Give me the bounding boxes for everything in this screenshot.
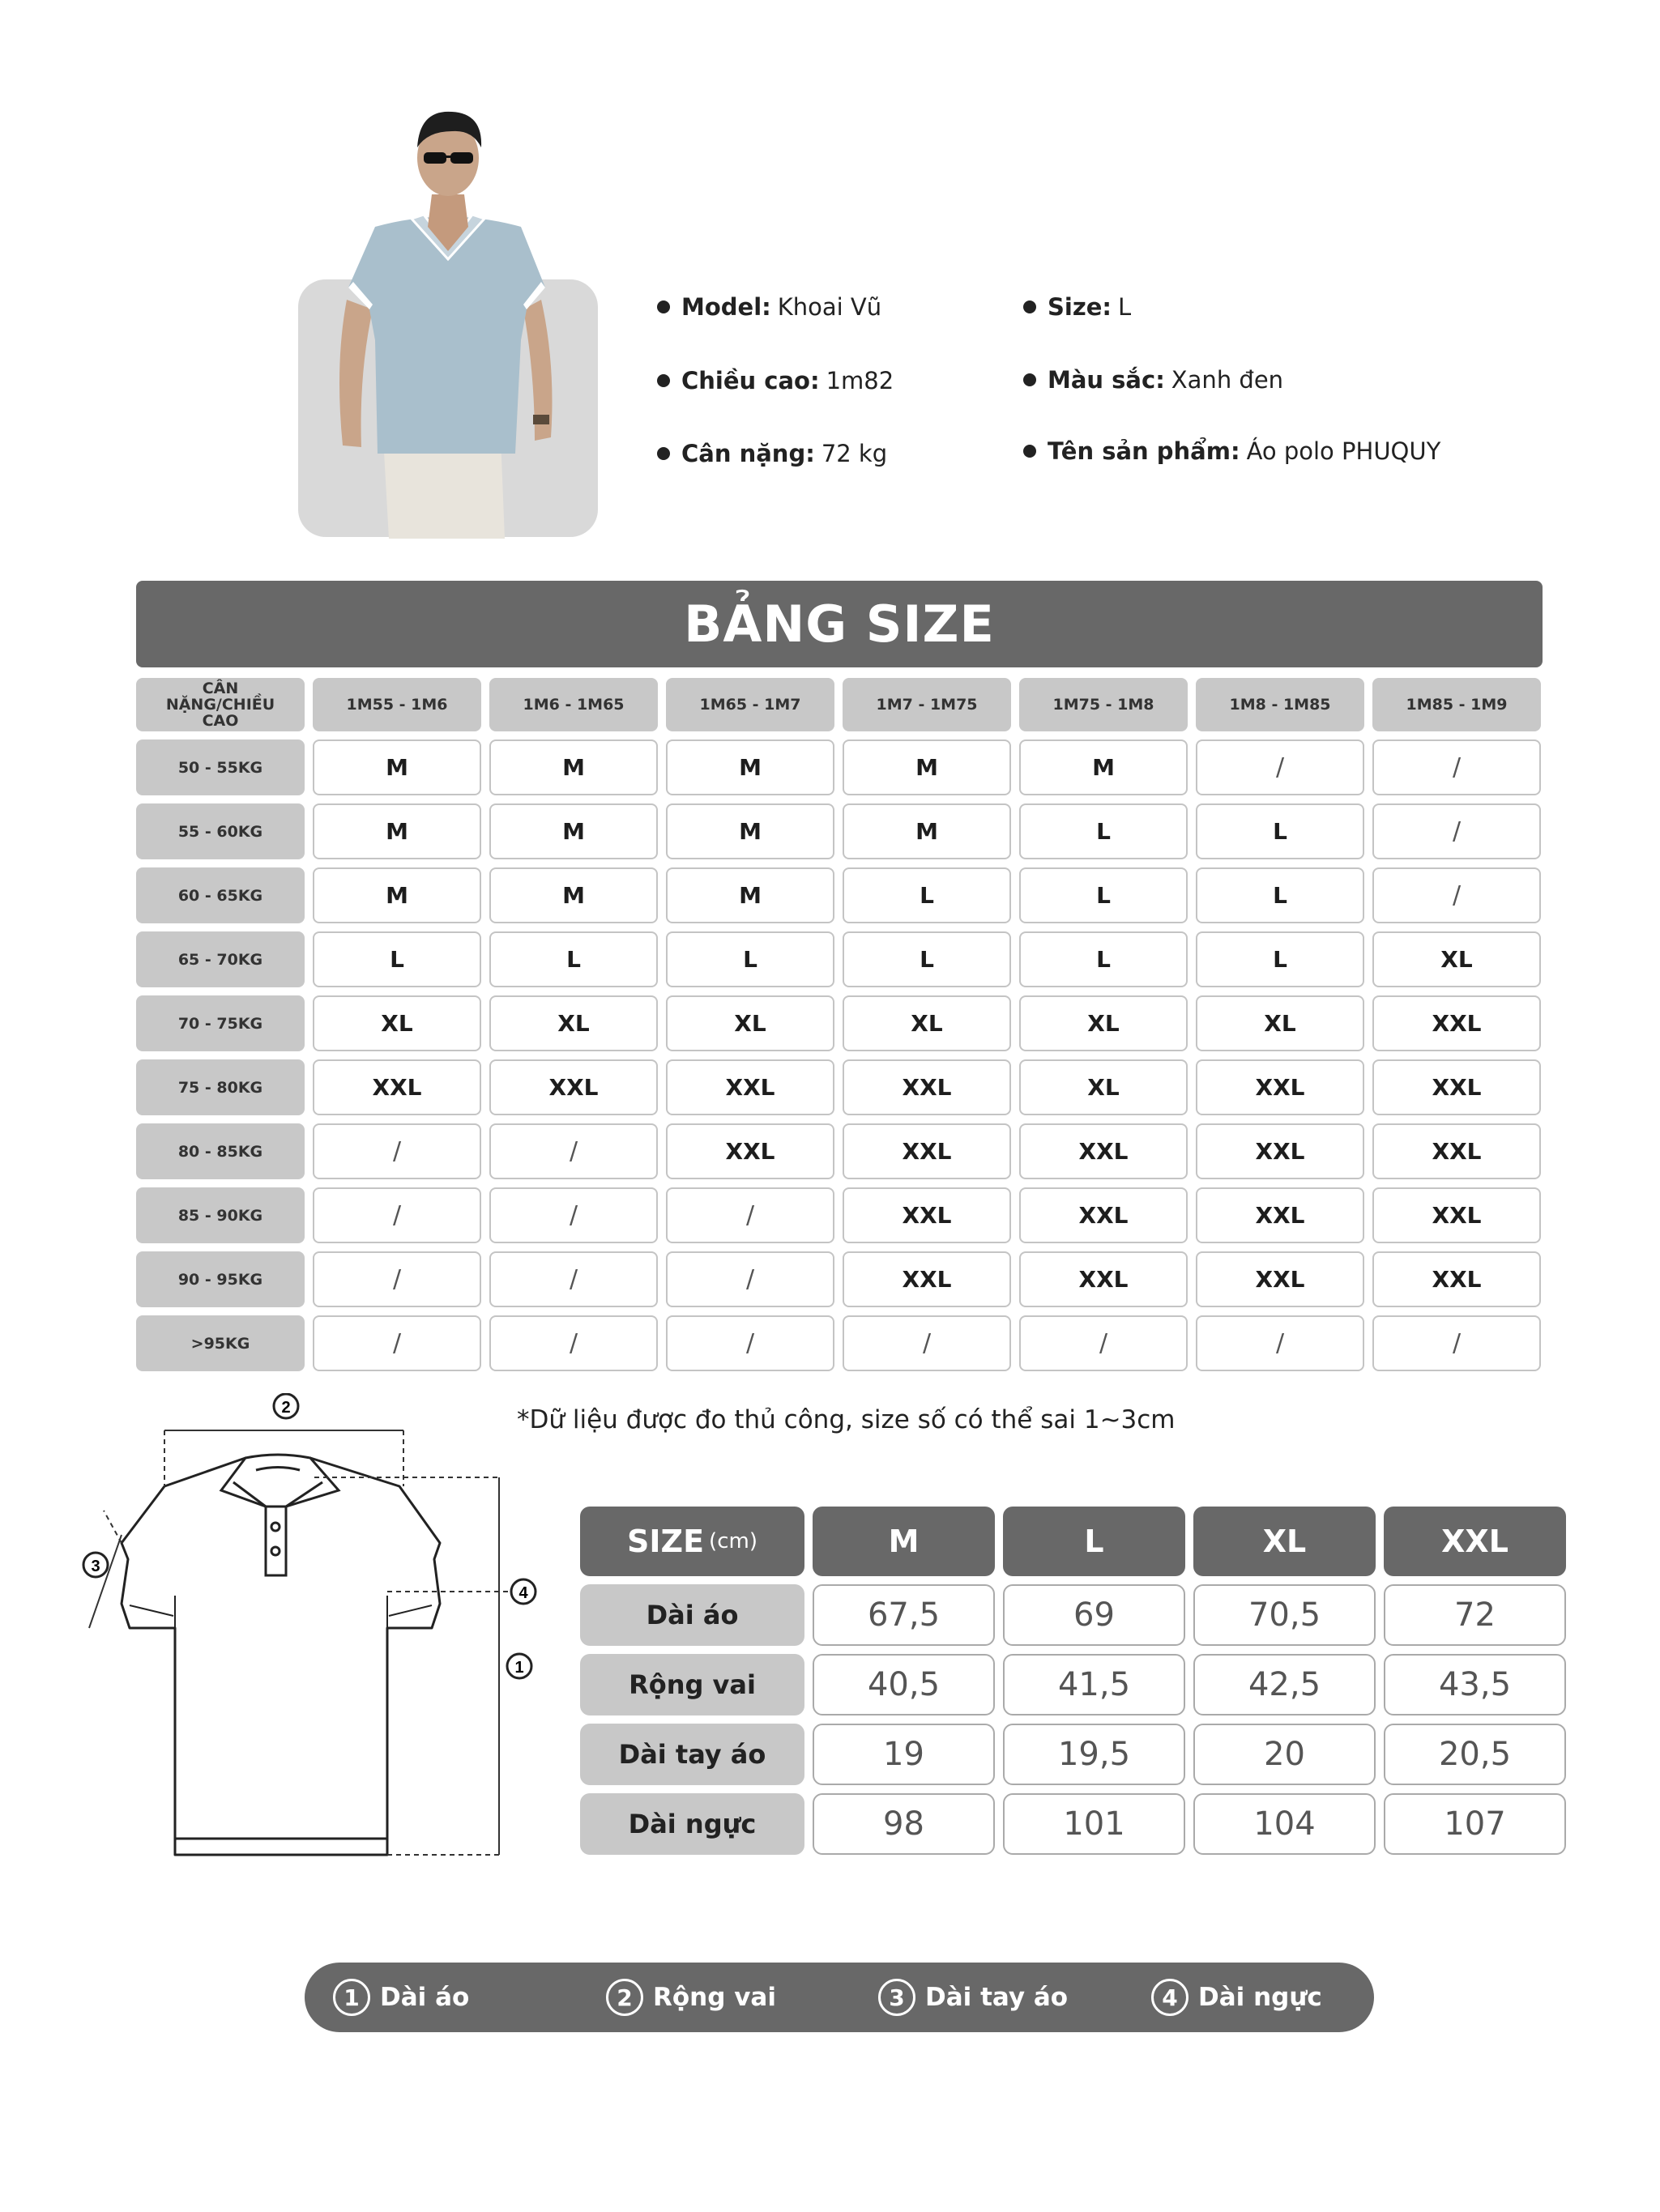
height-column-header: 1M65 - 1M7 (666, 678, 834, 731)
legend-label: Dài tay áo (925, 1983, 1069, 2012)
weight-row-label: 90 - 95KG (136, 1251, 305, 1307)
size-cell: XXL (1019, 1187, 1188, 1243)
weight-row-label: 75 - 80KG (136, 1059, 305, 1115)
size-cell: / (843, 1315, 1011, 1371)
model-figure-illustration (298, 97, 606, 539)
legend-label: Dài ngực (1198, 1983, 1322, 2012)
measure-value-cell: 20,5 (1384, 1724, 1566, 1785)
size-cell: XXL (1372, 1187, 1541, 1243)
size-cell: XXL (1196, 1187, 1364, 1243)
size-row (136, 995, 1543, 1051)
weight-row-label: 60 - 65KG (136, 867, 305, 923)
size-cell: XL (843, 995, 1011, 1051)
weight-row-label: >95KG (136, 1315, 305, 1371)
size-cell: / (666, 1187, 834, 1243)
bullet-icon (1023, 300, 1036, 313)
info-size-label: Size: (1048, 293, 1112, 321)
size-cell: M (489, 867, 658, 923)
legend-item (333, 1963, 469, 2032)
size-cell: / (489, 1123, 658, 1179)
measure-row-label: Dài tay áo (580, 1724, 804, 1785)
measure-value-cell: 20 (1193, 1724, 1376, 1785)
size-cell: / (1019, 1315, 1188, 1371)
size-chart-title-bar (136, 581, 1543, 667)
size-cell: / (313, 1315, 481, 1371)
measure-value-cell: 69 (1003, 1584, 1185, 1646)
size-cell: M (313, 867, 481, 923)
bullet-icon (657, 300, 670, 313)
weight-row-label: 80 - 85KG (136, 1123, 305, 1179)
size-cell: XXL (1372, 1251, 1541, 1307)
measure-value-cell: 43,5 (1384, 1654, 1566, 1715)
size-cell: M (843, 803, 1011, 859)
info-size (1023, 293, 1131, 321)
measure-row (580, 1724, 1564, 1785)
size-row (136, 803, 1543, 859)
info-color-label: Màu sắc: (1048, 366, 1165, 394)
size-cell: L (1019, 803, 1188, 859)
size-cell: / (666, 1251, 834, 1307)
size-cell: M (313, 739, 481, 795)
legend-label: Dài áo (380, 1983, 470, 2012)
weight-row-label: 85 - 90KG (136, 1187, 305, 1243)
size-cell: XL (1019, 995, 1188, 1051)
size-cell: / (313, 1251, 481, 1307)
size-cell: M (489, 803, 658, 859)
size-cell: M (313, 803, 481, 859)
size-cell: / (1372, 739, 1541, 795)
legend-item (878, 1963, 1068, 2032)
size-cell: XXL (1372, 1123, 1541, 1179)
size-chart-table (136, 678, 1543, 1379)
size-cell: XL (1372, 931, 1541, 987)
size-cell: XXL (1019, 1123, 1188, 1179)
bullet-icon (1023, 373, 1036, 386)
size-row (136, 1315, 1543, 1371)
size-cell: L (1019, 867, 1188, 923)
measure-value-cell: 19,5 (1003, 1724, 1185, 1785)
measure-size-header: M (813, 1507, 995, 1576)
svg-text:1: 1 (514, 1659, 524, 1677)
size-cell: M (666, 803, 834, 859)
size-cell: / (1372, 803, 1541, 859)
size-cell: / (1196, 1315, 1364, 1371)
size-cell: / (313, 1187, 481, 1243)
diagram-marker-1 (507, 1654, 531, 1678)
height-column-header: 1M6 - 1M65 (489, 678, 658, 731)
measure-value-cell: 70,5 (1193, 1584, 1376, 1646)
measure-size-header: XXL (1384, 1507, 1566, 1576)
svg-text:4: 4 (518, 1584, 528, 1602)
diagram-marker-2 (274, 1394, 298, 1418)
legend-number: 1 (333, 1979, 370, 2016)
size-cell: L (666, 931, 834, 987)
measure-header-size (580, 1507, 804, 1576)
measure-value-cell: 72 (1384, 1584, 1566, 1646)
weight-row-label: 50 - 55KG (136, 739, 305, 795)
size-cell: L (1196, 931, 1364, 987)
info-product-label: Tên sản phẩm: (1048, 437, 1240, 465)
measure-value-cell: 40,5 (813, 1654, 995, 1715)
size-cell: XXL (1196, 1123, 1364, 1179)
size-cell: XXL (666, 1123, 834, 1179)
measure-value-cell: 67,5 (813, 1584, 995, 1646)
info-color (1023, 366, 1283, 394)
size-cell: L (313, 931, 481, 987)
size-cell: XL (489, 995, 658, 1051)
height-column-header: 1M55 - 1M6 (313, 678, 481, 731)
measure-value-cell: 101 (1003, 1793, 1185, 1855)
info-weight-value: 72 kg (821, 440, 888, 467)
size-row (136, 739, 1543, 795)
size-cell: XXL (843, 1123, 1011, 1179)
info-height-label: Chiều cao: (681, 367, 820, 394)
measure-row-label: Dài áo (580, 1584, 804, 1646)
size-cell: / (489, 1315, 658, 1371)
size-cell: XXL (1019, 1251, 1188, 1307)
info-weight-label: Cân nặng: (681, 440, 815, 467)
info-model-label: Model: (681, 293, 771, 321)
measure-value-cell: 104 (1193, 1793, 1376, 1855)
height-column-header: 1M7 - 1M75 (843, 678, 1011, 731)
bullet-icon (657, 447, 670, 460)
measure-value-cell: 98 (813, 1793, 995, 1855)
size-cell: L (1196, 867, 1364, 923)
size-cell: XL (313, 995, 481, 1051)
size-cell: XXL (313, 1059, 481, 1115)
measure-value-cell: 107 (1384, 1793, 1566, 1855)
measurement-note: *Dữ liệu được đo thủ công, size số có thể sai 1~3cm (517, 1405, 1176, 1434)
size-cell: XL (666, 995, 834, 1051)
measure-row (580, 1793, 1564, 1855)
info-color-value: Xanh đen (1171, 366, 1284, 394)
measure-row (580, 1654, 1564, 1715)
size-cell: L (843, 931, 1011, 987)
measure-size-header: L (1003, 1507, 1185, 1576)
size-cell: L (843, 867, 1011, 923)
size-cell: / (489, 1187, 658, 1243)
corner-label: CÂN NẶNG/CHIỀU CAO (136, 678, 305, 731)
size-cell: L (1019, 931, 1188, 987)
info-size-value: L (1117, 293, 1132, 321)
legend-item (606, 1963, 776, 2032)
diagram-marker-4 (511, 1579, 536, 1604)
info-weight (657, 440, 887, 467)
info-model-value: Khoai Vũ (777, 293, 882, 321)
measure-value-cell: 41,5 (1003, 1654, 1185, 1715)
info-height-value: 1m82 (826, 367, 894, 394)
model-photo (298, 97, 606, 539)
size-cell: / (1372, 867, 1541, 923)
size-cell: / (313, 1123, 481, 1179)
size-cell: XL (1019, 1059, 1188, 1115)
legend-label: Rộng vai (653, 1983, 776, 2012)
info-product (1023, 437, 1440, 465)
legend-number: 3 (878, 1979, 915, 2016)
measure-header-label: SIZE (627, 1524, 705, 1559)
size-cell: XL (1196, 995, 1364, 1051)
legend-number: 2 (606, 1979, 643, 2016)
size-cell: M (666, 867, 834, 923)
shirt-measurement-diagram (71, 1393, 557, 1871)
size-row (136, 1187, 1543, 1243)
size-chart-title: BẢNG SIZE (684, 595, 995, 654)
size-cell: XXL (843, 1251, 1011, 1307)
info-product-value: Áo polo PHUQUY (1246, 437, 1441, 465)
info-model (657, 293, 881, 321)
size-cell: / (489, 1251, 658, 1307)
size-cell: M (843, 739, 1011, 795)
height-column-header: 1M75 - 1M8 (1019, 678, 1188, 731)
measurement-table (580, 1507, 1564, 1863)
size-cell: / (666, 1315, 834, 1371)
size-cell: XXL (843, 1187, 1011, 1243)
size-cell: M (666, 739, 834, 795)
measure-value-cell: 42,5 (1193, 1654, 1376, 1715)
size-cell: XXL (843, 1059, 1011, 1115)
size-cell: XXL (1196, 1059, 1364, 1115)
size-cell: M (1019, 739, 1188, 795)
bullet-icon (1023, 445, 1036, 458)
svg-text:2: 2 (281, 1399, 291, 1417)
measure-row-label: Rộng vai (580, 1654, 804, 1715)
size-row (136, 1123, 1543, 1179)
bullet-icon (657, 374, 670, 387)
measure-header-unit: (cm) (709, 1529, 757, 1554)
measure-row (580, 1584, 1564, 1646)
legend-number: 4 (1151, 1979, 1188, 2016)
size-row (136, 867, 1543, 923)
diagram-marker-3 (83, 1553, 108, 1577)
height-column-header: 1M8 - 1M85 (1196, 678, 1364, 731)
size-cell: L (489, 931, 658, 987)
info-height (657, 367, 894, 394)
size-row (136, 1251, 1543, 1307)
weight-row-label: 65 - 70KG (136, 931, 305, 987)
height-column-header: 1M85 - 1M9 (1372, 678, 1541, 731)
legend-item (1151, 1963, 1322, 2032)
size-cell: / (1372, 1315, 1541, 1371)
svg-text:3: 3 (91, 1558, 100, 1575)
measurement-legend (305, 1963, 1374, 2032)
size-cell: / (1196, 739, 1364, 795)
size-cell: M (489, 739, 658, 795)
size-row (136, 1059, 1543, 1115)
measure-value-cell: 19 (813, 1724, 995, 1785)
measure-row-label: Dài ngực (580, 1793, 804, 1855)
size-cell: XXL (489, 1059, 658, 1115)
size-cell: XXL (1372, 1059, 1541, 1115)
size-row (136, 931, 1543, 987)
size-cell: XXL (666, 1059, 834, 1115)
size-cell: XXL (1196, 1251, 1364, 1307)
size-cell: XXL (1372, 995, 1541, 1051)
measure-size-header: XL (1193, 1507, 1376, 1576)
weight-row-label: 55 - 60KG (136, 803, 305, 859)
size-cell: L (1196, 803, 1364, 859)
weight-row-label: 70 - 75KG (136, 995, 305, 1051)
